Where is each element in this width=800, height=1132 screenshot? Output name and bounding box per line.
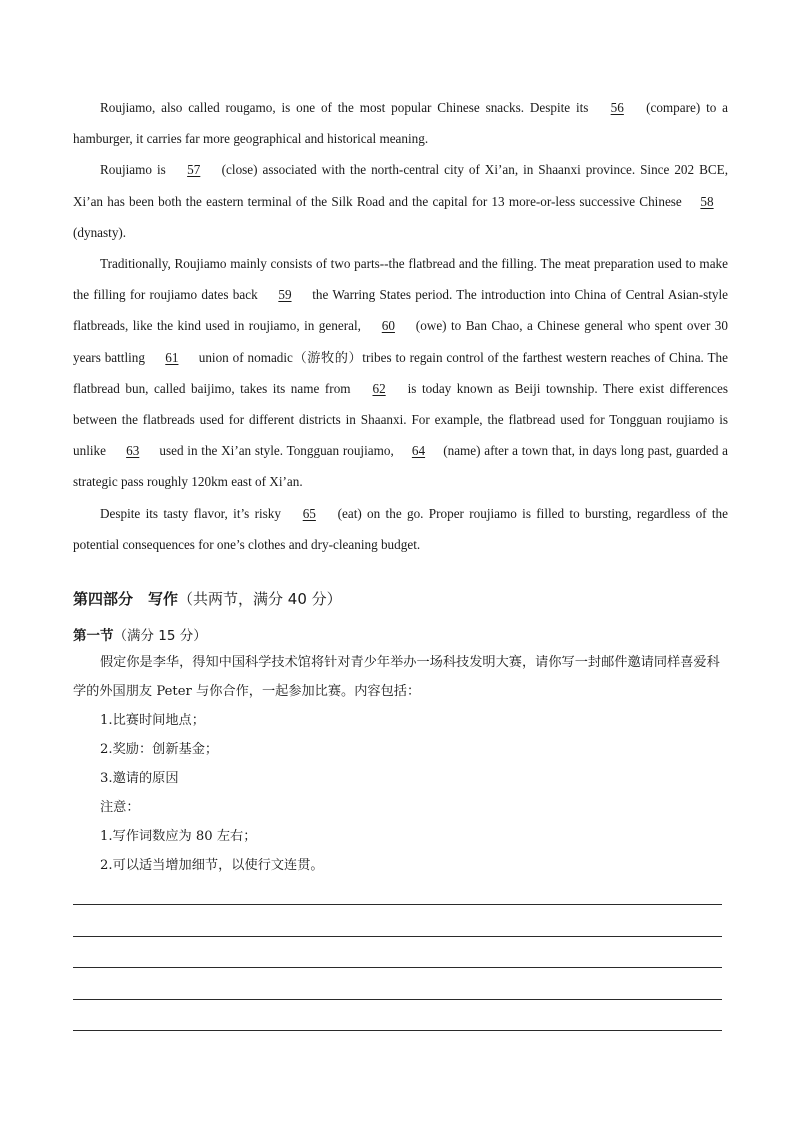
passage-text: (eat) on the go. Proper roujiamo is filled to bursting, regardless of the potential consequences for one’s clothes and dry-cleaning budget.: [73, 505, 729, 552]
answer-line[interactable]: [73, 905, 722, 937]
content-item: 2.奖励：创新基金；: [100, 742, 219, 757]
passage-text: Despite its tasty flavor, it’s risky: [100, 505, 287, 521]
passage-text: (name) after a town that, in days long past, guarded a strategic pass roughly 120km east of Xi’an.: [73, 443, 728, 490]
passage-text: (close) associated with the north-central city of Xi’an, in Shaanxi province. Since 202 BCE, Xi’an has been both the eastern terminal of the Silk Road and the capital for 13 more-or-less successive Chinese: [73, 162, 729, 209]
cloze-passage: [73, 92, 728, 560]
section-title: 第四部分 写作: [73, 590, 179, 608]
answer-line[interactable]: [73, 1000, 722, 1032]
notice-title: 注意：: [100, 800, 140, 815]
blank-62[interactable]: 62: [372, 380, 386, 396]
notice-item: 1.写作词数应为 80 左右；: [100, 829, 257, 844]
passage-text: Roujiamo, also called rougamo, is one of the most popular Chinese snacks. Despite its: [100, 100, 595, 115]
passage-text: union of nomadic（游牧的）tribes to regain control of the farthest western reaches of China. The flatbread bun, called baijimo, takes its name from: [73, 349, 728, 396]
part-title: 第一节: [73, 628, 114, 644]
blank-58[interactable]: 58: [700, 193, 714, 209]
passage-text: the Warring States period. The introduction into China of Central Asian-style flatbreads, like the kind used in roujiamo, in general,: [73, 287, 728, 334]
passage-text: (owe) to Ban Chao, a Chinese general who spent over 30 years battling: [73, 318, 728, 365]
passage-paragraph: [73, 248, 728, 498]
prompt-text: 假定你是李华，得知中国科学技术馆将针对青少年举办一场科技发明大赛，请你写一封邮件邀请同样喜爱科学的外国朋友 Peter 与你合作，一起参加比赛。内容包括：: [73, 655, 720, 699]
content-item: 3.邀请的原因: [100, 771, 179, 786]
blank-63[interactable]: 63: [126, 443, 140, 459]
blank-59[interactable]: 59: [278, 287, 292, 303]
part-note: （满分 15 分）: [113, 628, 207, 644]
section-heading: [73, 588, 342, 609]
passage-text: (compare) to a hamburger, it carries far more geographical and historical meaning.: [73, 100, 729, 147]
blank-64[interactable]: 64: [411, 443, 426, 459]
section-note: （共两节，满分 40 分）: [178, 590, 342, 608]
blank-65[interactable]: 65: [302, 505, 316, 521]
passage-text: is today known as Beiji township. There exist differences between the flatbreads used for different districts in Shaanxi. For example, the flatbread used for Tongguan roujiamo is unlike: [73, 380, 728, 459]
blank-60[interactable]: 60: [381, 318, 395, 334]
passage-text: (dynasty).: [73, 224, 127, 240]
passage-paragraph: [73, 92, 728, 154]
blank-61[interactable]: 61: [165, 349, 179, 365]
notice-item: 2.可以适当增加细节，以使行文连贯。: [100, 858, 324, 873]
writing-prompt: [73, 648, 728, 880]
content-item: 1.比赛时间地点；: [100, 713, 205, 728]
passage-paragraph: [73, 154, 728, 248]
passage-text: used in the Xi’an style. Tongguan roujiamo,: [155, 443, 398, 459]
answer-line[interactable]: [73, 968, 722, 1000]
passage-paragraph: [73, 498, 728, 560]
passage-text: Traditionally, Roujiamo mainly consists of two parts--the flatbread and the filling. The meat preparation used to make the filling for roujiamo dates back: [73, 256, 728, 303]
answer-line[interactable]: [73, 937, 722, 969]
passage-text: Roujiamo is: [100, 162, 171, 178]
blank-57[interactable]: 57: [187, 162, 201, 178]
answer-area[interactable]: [73, 903, 722, 1031]
blank-56[interactable]: 56: [610, 100, 624, 115]
part-heading: [73, 624, 207, 644]
